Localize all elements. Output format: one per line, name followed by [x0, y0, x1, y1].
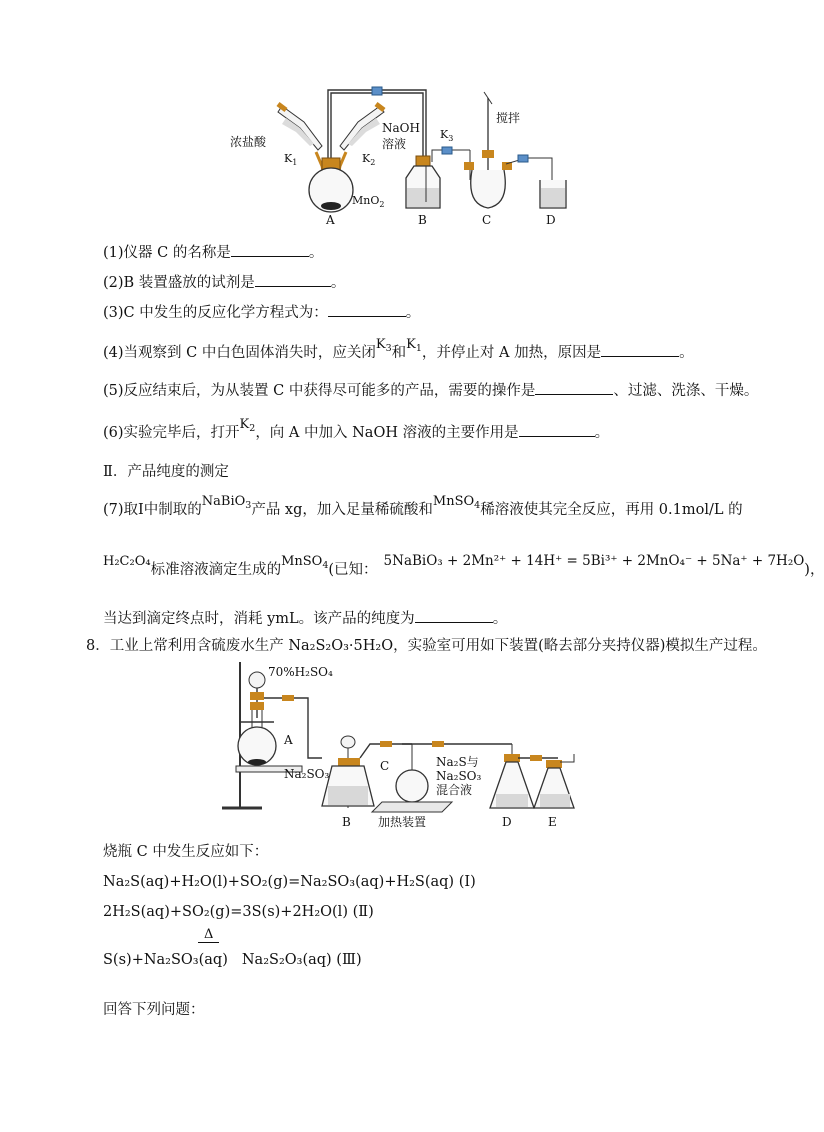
reaction-3: S(s)+Na₂SO₃(aq) Na₂S₂O₃(aq) (Ⅲ) [103, 952, 362, 968]
question-3: (3)C 中发生的反应化学方程式为： 。 [103, 302, 420, 323]
k1-symbol: $K_1$ [406, 337, 422, 354]
label-b: B [418, 213, 427, 227]
mix-label-3: 混合液 [436, 783, 473, 797]
question-1: (1)仪器 C 的名称是 。 [103, 242, 323, 263]
h2so4-label: 70%H₂SO₄ [268, 665, 333, 679]
k1-label: $K_1$ [284, 152, 298, 167]
answer-blank-1[interactable] [231, 242, 309, 257]
answer-blank-7[interactable] [415, 608, 493, 623]
label-d: D [546, 213, 556, 227]
reaction-intro: 烧瓶 C 中发生反应如下： [103, 844, 269, 860]
question-2: (2)B 装置盛放的试剂是 。 [103, 272, 345, 293]
mno2-label: MnO$_2$ [352, 194, 385, 209]
flask-a-icon [309, 158, 353, 212]
naoh-label: NaOH [382, 121, 420, 135]
conc-hcl-label: 浓盐酸 [230, 135, 267, 149]
bottle-b-icon [406, 147, 470, 208]
mix-label-1: Na₂S与 [436, 755, 479, 769]
k2-symbol: $K_2$ [239, 417, 256, 434]
flask-e-icon [534, 754, 574, 808]
reaction-2: 2H₂S(aq)+SO₂(g)=3S(s)+2H₂O(l) (Ⅱ) [103, 904, 374, 920]
apparatus-figure-1 [230, 84, 570, 228]
question-4-text: (4)当观察到 C 中白色固体消失时，应关闭 [103, 345, 376, 361]
label-c: C [380, 759, 390, 773]
mix-label-2: Na₂SO₃ [436, 769, 482, 783]
question-5-text: (5)反应结束后，为从装置 C 中获得尽可能多的产品，需要的操作是 [103, 383, 536, 399]
naoh-funnel-icon [338, 104, 384, 176]
answer-blank-2[interactable] [255, 272, 331, 287]
label-d: D [502, 815, 512, 829]
mnso4-formula-2: MnSO$_4$ [281, 554, 329, 571]
k3-label: $K_3$ [440, 128, 454, 143]
question-6-text: (6)实验完毕后，打开 [103, 425, 240, 441]
question-3-text: (3)C 中发生的反应化学方程式为： [103, 305, 328, 321]
answer-blank-3[interactable] [328, 302, 406, 317]
h2c2o4-formula: H₂C₂O₄ [103, 554, 151, 569]
label-a: A [284, 733, 293, 747]
question-2-text: (2)B 装置盛放的试剂是 [103, 275, 255, 291]
label-b: B [342, 815, 351, 829]
beaker-d-icon [540, 180, 566, 208]
answer-blank-6[interactable] [519, 422, 595, 437]
apparatus-figure-2 [222, 662, 592, 830]
answer-blank-5[interactable] [535, 380, 613, 395]
three-neck-flask-c-icon [464, 92, 552, 208]
reaction-1: Na₂S(aq)+H₂O(l)+SO₂(g)=Na₂SO₃(aq)+H₂S(aq) (Ⅰ) [103, 874, 476, 890]
heater-label: 加热装置 [378, 815, 427, 829]
stir-label: 搅拌 [496, 111, 521, 125]
k2-label: $K_2$ [362, 152, 376, 167]
question-7-line-1: (7)取Ⅰ中制取的NaBiO$_3$产品 xg，加入足量稀硫酸和MnSO$_4$稀溶液使其完全反应，再用 0.1mol/L 的 [103, 494, 743, 518]
problem-8-intro: 8．工业上常利用含硫废水生产 Na₂S₂O₃·5H₂O，实验室可用如下装置(略去部分夹持仪器)模拟生产过程。 [86, 638, 767, 654]
question-6: (6)实验完毕后，打开$K_2$，向 A 中加入 NaOH 溶液的主要作用是 。 [103, 417, 610, 441]
delta-sign: Δ [198, 928, 219, 943]
nabio3-equation: 5NaBiO₃ + 2Mn²⁺ + 14H⁺ = 5Bi³⁺ + 2MnO₄⁻ + 5Na⁺ + 7H₂O [383, 553, 805, 569]
naoh-solution-label: 溶液 [382, 137, 407, 151]
question-5: (5)反应结束后，为从装置 C 中获得尽可能多的产品，需要的操作是 、过滤、洗涤、干燥。 [103, 380, 758, 401]
answer-blank-4[interactable] [601, 342, 679, 357]
mnso4-formula: MnSO$_4$ [432, 494, 481, 511]
flask-a-icon [238, 672, 322, 765]
label-a: A [326, 213, 335, 227]
hcl-funnel-icon [278, 104, 324, 176]
section-2-title: Ⅱ．产品纯度的测定 [103, 464, 229, 480]
question-4: (4)当观察到 C 中白色固体消失时，应关闭$K_3$和$K_1$，并停止对 A 加热，原因是 。 [103, 337, 694, 361]
label-e: E [548, 815, 557, 829]
question-7-line-2: H₂C₂O₄标准溶液滴定生成的MnSO$_4$(已知：5NaBiO₃ + 2Mn²⁺ + 14H⁺ = 5Bi³⁺ + 2MnO₄⁻ + 5Na⁺ + 7H₂O)， [103, 553, 824, 578]
answer-prompt: 回答下列问题： [103, 1002, 205, 1018]
nabio3-formula: NaBiO$_3$ [201, 494, 252, 511]
na2so3-label: Na₂SO₃ [284, 767, 330, 781]
k3-symbol: $K_3$ [375, 337, 392, 354]
question-1-text: (1)仪器 C 的名称是 [103, 245, 231, 261]
label-c: C [482, 213, 492, 227]
question-7-line-3: 当达到滴定终点时，消耗 ymL。该产品的纯度为 。 [103, 608, 507, 629]
bottle-b-icon [322, 736, 412, 808]
